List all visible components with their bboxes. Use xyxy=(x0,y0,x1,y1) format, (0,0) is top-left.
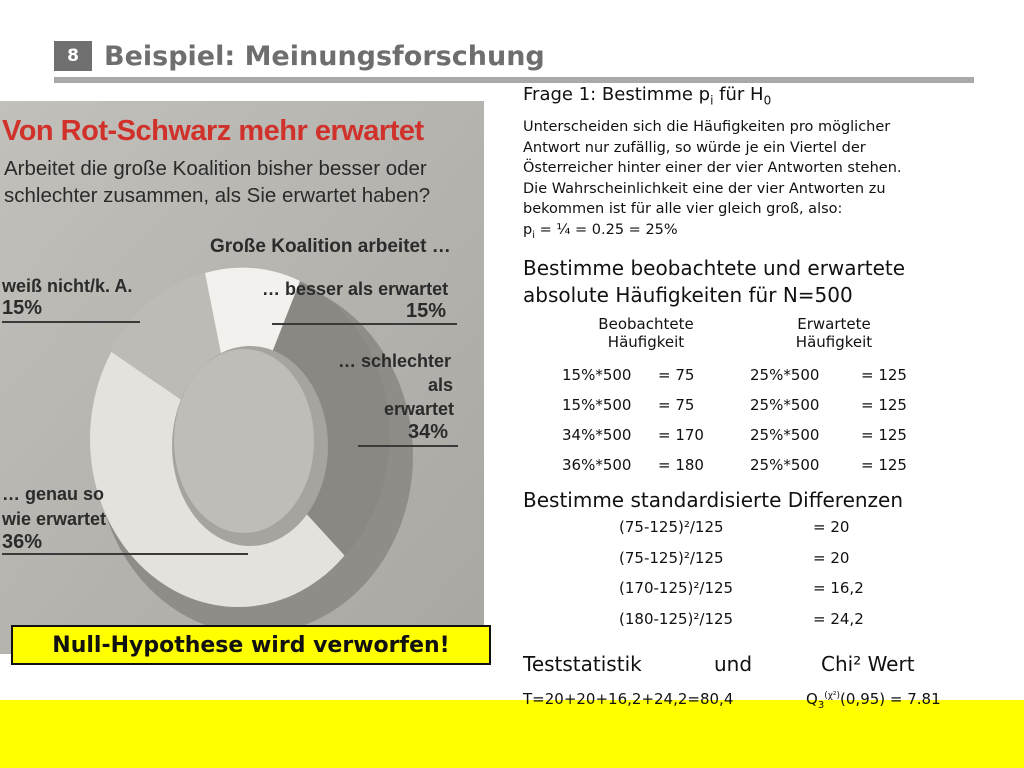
table-row: 15%*500 xyxy=(562,366,632,384)
label-genau-1: … genau so xyxy=(2,484,105,504)
photo-headline: Von Rot-Schwarz mehr erwartet xyxy=(2,115,424,147)
photo-sublabel: Große Koalition arbeitet … xyxy=(210,236,451,257)
diff-row: (75-125)²/125 xyxy=(619,518,724,536)
diffs-heading: Bestimme standardisierte Differenzen xyxy=(523,488,904,512)
formula-pi: $p_i$ = ¼ = 0.25 = 25% xyxy=(523,221,678,241)
teststat-und: und xyxy=(714,652,753,676)
value-schlechter: 34% xyxy=(408,421,449,443)
value-weiss-nicht: 15% xyxy=(2,297,43,319)
conclusion-box: Null-Hypothese wird verworfen! xyxy=(11,625,491,665)
diff-row: (180-125)²/125 xyxy=(619,610,734,628)
photo-question-line1: Arbeitet die große Koalition bisher besser oder xyxy=(4,157,427,180)
slide-number: 8 xyxy=(54,41,92,71)
slide-title: Beispiel: Meinungsforschung xyxy=(104,41,545,72)
label-genau-2: wie erwartet xyxy=(2,509,107,529)
diff-row: (75-125)²/125 xyxy=(619,549,724,567)
col-observed-header: Beobachtete Häufigkeit xyxy=(598,315,694,351)
diff-row: (170-125)²/125 xyxy=(619,579,734,597)
table-row: 15%*500 xyxy=(562,396,632,414)
frage-title: Frage 1: Bestimme $p_i$ für $H_0$ xyxy=(523,84,772,108)
label-weiss-nicht: weiß nicht/k. A. xyxy=(2,276,133,296)
teststat-label: Teststatistik xyxy=(523,652,642,676)
absolute-heading-1: Bestimme beobachtete und erwartete xyxy=(523,256,906,280)
frage-text: Unterscheiden sich die Häufigkeiten pro möglicher Antwort nur zufällig, so würde je ein Viertel der Österreicher hinter einer der vier Antworten stehen. Die Wahrscheinlichkeit eine der vier Antworten zu bekommen ist für alle vier gleich groß, also: $p_i$ = ¼ = 0.25 = 25% xyxy=(523,117,902,246)
t-formula: T=20+20+16,2+24,2=80,4 xyxy=(523,690,734,708)
value-genau: 36% xyxy=(2,531,43,553)
label-besser: … besser als erwartet xyxy=(262,279,449,299)
absolute-heading-2: absolute Häufigkeiten für N=500 xyxy=(523,283,853,307)
chi-label: Chi² Wert xyxy=(821,652,915,676)
col-expected-header: Erwartete Häufigkeit xyxy=(795,315,873,351)
label-schlechter-1: … schlechter xyxy=(338,351,452,371)
label-schlechter-2: als xyxy=(428,375,454,395)
value-besser: 15% xyxy=(406,300,447,322)
table-row: 36%*500 xyxy=(562,456,632,474)
label-schlechter-3: erwartet xyxy=(384,399,455,419)
photo-question-line2: schlechter zusammen, als Sie erwartet haben? xyxy=(4,184,431,207)
q-formula: $Q_3^{(\chi^2)}(0,95) = 7.81$ xyxy=(806,690,941,711)
table-row: 34%*500 xyxy=(562,426,632,444)
title-underline xyxy=(54,77,974,83)
newspaper-chart-photo xyxy=(0,101,484,654)
